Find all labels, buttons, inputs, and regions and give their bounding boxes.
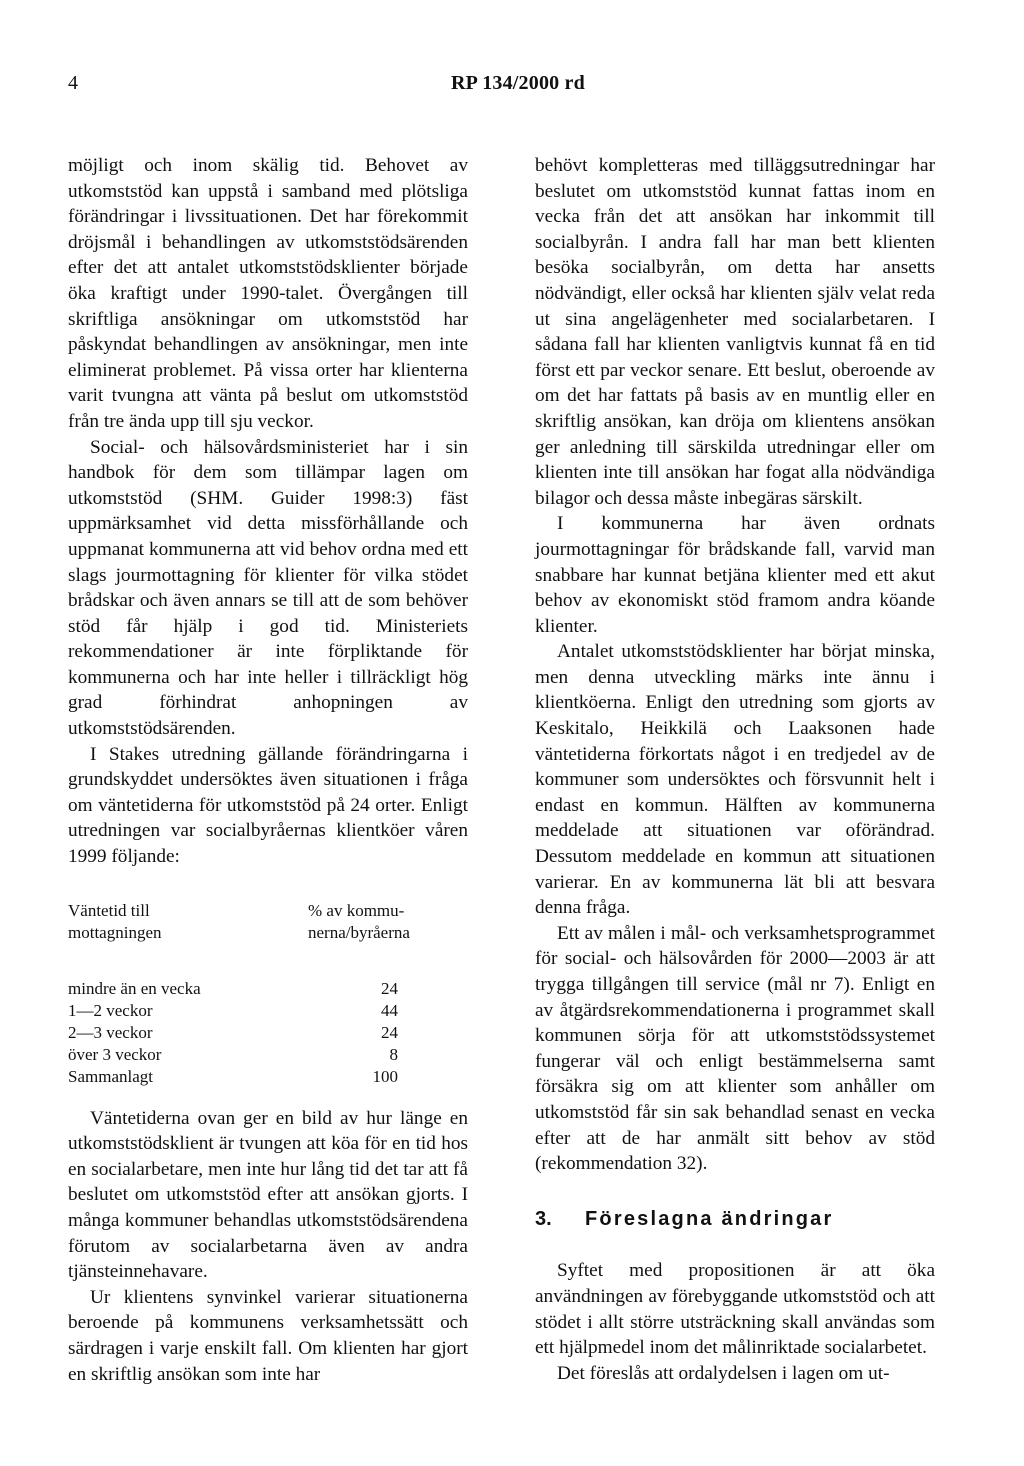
section-heading — [535, 1207, 935, 1233]
left-column — [68, 153, 468, 1387]
row-value: 24 — [381, 978, 398, 998]
row-value: 24 — [381, 1022, 398, 1042]
paragraph: I kommunerna har även ordnats jourmottagningar för brådskande fall, varvid man snabbare har kunnat betjäna klienter med ett akut behov av ekonomiskt stöd framom andra köande klienter. — [535, 513, 935, 637]
section-title: Föreslagna ändringar — [585, 1207, 834, 1230]
document-title: RP 134/2000 rd — [451, 72, 585, 94]
row-label: över 3 veckor — [68, 1044, 162, 1064]
table-row — [68, 1044, 468, 1066]
header-line: Väntetid till — [68, 900, 150, 920]
table-row — [68, 1022, 468, 1044]
table-header — [68, 900, 468, 944]
page-number: 4 — [68, 72, 78, 94]
paragraph: I Stakes utredning gällande förändringarna i grundskyddet undersöktes även situationen i fråga om väntetiderna för utkomststöd på 24 orter. Enligt utredningen var socialbyråernas klientköer våren 1999 följande: — [68, 743, 468, 868]
row-label: mindre än en vecka — [68, 978, 201, 998]
right-column — [535, 153, 935, 1386]
section-number: 3. — [535, 1207, 552, 1230]
header-line: mottagningen — [68, 922, 162, 942]
paragraph: behövt kompletteras med tilläggsutredningar har beslutet om utkomststöd kunnat fattas inom en vecka från det att ansökan har inkommit till socialbyrån. I andra fall har man bett klienten besöka socialbyrån, om detta har ansetts nödvändigt, eller också har klienten själv velat reda ut sina angelägenheter med socialarbetaren. I sådana fall har klienten vanligtvis kunnat få en tid först ett par veckor senare. Ett beslut, oberoende av om det har fattats på basis av en muntlig eller en skriftlig ansökan, kan dröja om klientens ansökan ger anledning till särskilda utredningar eller om klienten inte till ansökan har fogat alla nödvändiga bilagor och dessa måste inbegäras särskilt. — [535, 155, 935, 509]
paragraph: Antalet utkomststödsklienter har börjat minska, men denna utveckling märks inte ännu i klientköerna. Enligt den utredning som gjorts av Keskitalo, Heikkilä och Laaksonen hade väntetiderna förkortats något i en tredjedel av de kommuner som undersöktes och försvunnit helt i endast en kommun. Hälften av kommunerna meddelade att situationen var oförändrad. Dessutom meddelade en kommun att situationen varierar. En av kommunerna lät bli att besvara denna fråga. — [535, 641, 935, 919]
row-value: 8 — [389, 1044, 398, 1064]
table-row — [68, 1000, 468, 1022]
header-line: nerna/byråerna — [308, 922, 410, 942]
table-row — [68, 978, 468, 1000]
row-label: 1—2 veckor — [68, 1000, 153, 1020]
row-label: 2—3 veckor — [68, 1022, 153, 1042]
table-row-total — [68, 1066, 468, 1088]
row-value: 44 — [381, 1000, 398, 1020]
waiting-time-table — [68, 900, 468, 1088]
paragraph: Väntetiderna ovan ger en bild av hur länge en utkomststödsklient är tvungen att köa för en tid hos en socialarbetare, men inte hur lång tid det tar att få beslutet om utkomststöd efter att ansökan gjorts. I många kommuner behandlas utkomststödsärendena förutom av socialarbetarna även av andra tjänsteinnehavare. — [68, 1107, 468, 1283]
page-header — [68, 72, 968, 102]
paragraph: Det föreslås att ordalydelsen i lagen om ut- — [557, 1362, 890, 1384]
table-header-percent — [308, 900, 458, 944]
paragraph: Ur klientens synvinkel varierar situationerna beroende på kommunens verksamhetssätt och särdragen i varje enskilt fall. Om klienten har gjort en skriftlig ansökan som inte har — [68, 1286, 468, 1385]
paragraph: Ett av målen i mål- och verksamhetsprogrammet för social- och hälsovården för 2000—2003 är att trygga tillgången till service (mål nr 7). Enligt en av åtgärdsrekommendationerna i programmet skall kommunen sörja för att utkomststödssystemet fungerar väl och enligt bestämmelserna samt försäkra sig om att klienter som anhåller om utkomststöd får sin sak behandlad senast en vecka efter att de har anmält sitt behov av stöd (rekommendation 32). — [535, 922, 935, 1175]
header-line: % av kommu- — [308, 900, 405, 920]
paragraph: möjligt och inom skälig tid. Behovet av utkomststöd kan uppstå i samband med plötsliga förändringar i livssituationen. Det har förekommit dröjsmål i behandlingen av utkomststödsärenden efter det att antalet utkomststödsklienter började öka kraftigt under 1990-talet. Övergången till skriftliga ansökningar om utkomststöd har påskyndat behandlingen av ansökningar, men inte eliminerat problemet. På vissa orter har klienterna varit tvungna att vänta på beslut om utkomststöd från tre ända upp till sju veckor. — [68, 155, 468, 432]
paragraph: Syftet med propositionen är att öka användningen av förebyggande utkomststöd och att stödet i allt större utsträckning skall användas som ett hjälpmedel inom det målinriktade socialarbetet. — [535, 1260, 935, 1359]
paragraph: Social- och hälsovårdsministeriet har i sin handbok för dem som tillämpar lagen om utkomststöd (SHM. Guider 1998:3) fäst uppmärksamhet vid detta missförhållande och uppmanat kommunerna att vid behov ordna med ett slags jourmottagning för klienter för vilka stödet brådskar och även annars se till att de som behöver stöd får hjälp i god tid. Ministeriets rekommendationer är inte förpliktande för kommunerna och har inte heller i tillräckligt hög grad förhindrat anhopningen av utkomststödsärenden. — [68, 436, 468, 740]
table-header-wait-time — [68, 900, 308, 944]
row-label: Sammanlagt — [68, 1066, 153, 1086]
row-value: 100 — [372, 1066, 398, 1086]
